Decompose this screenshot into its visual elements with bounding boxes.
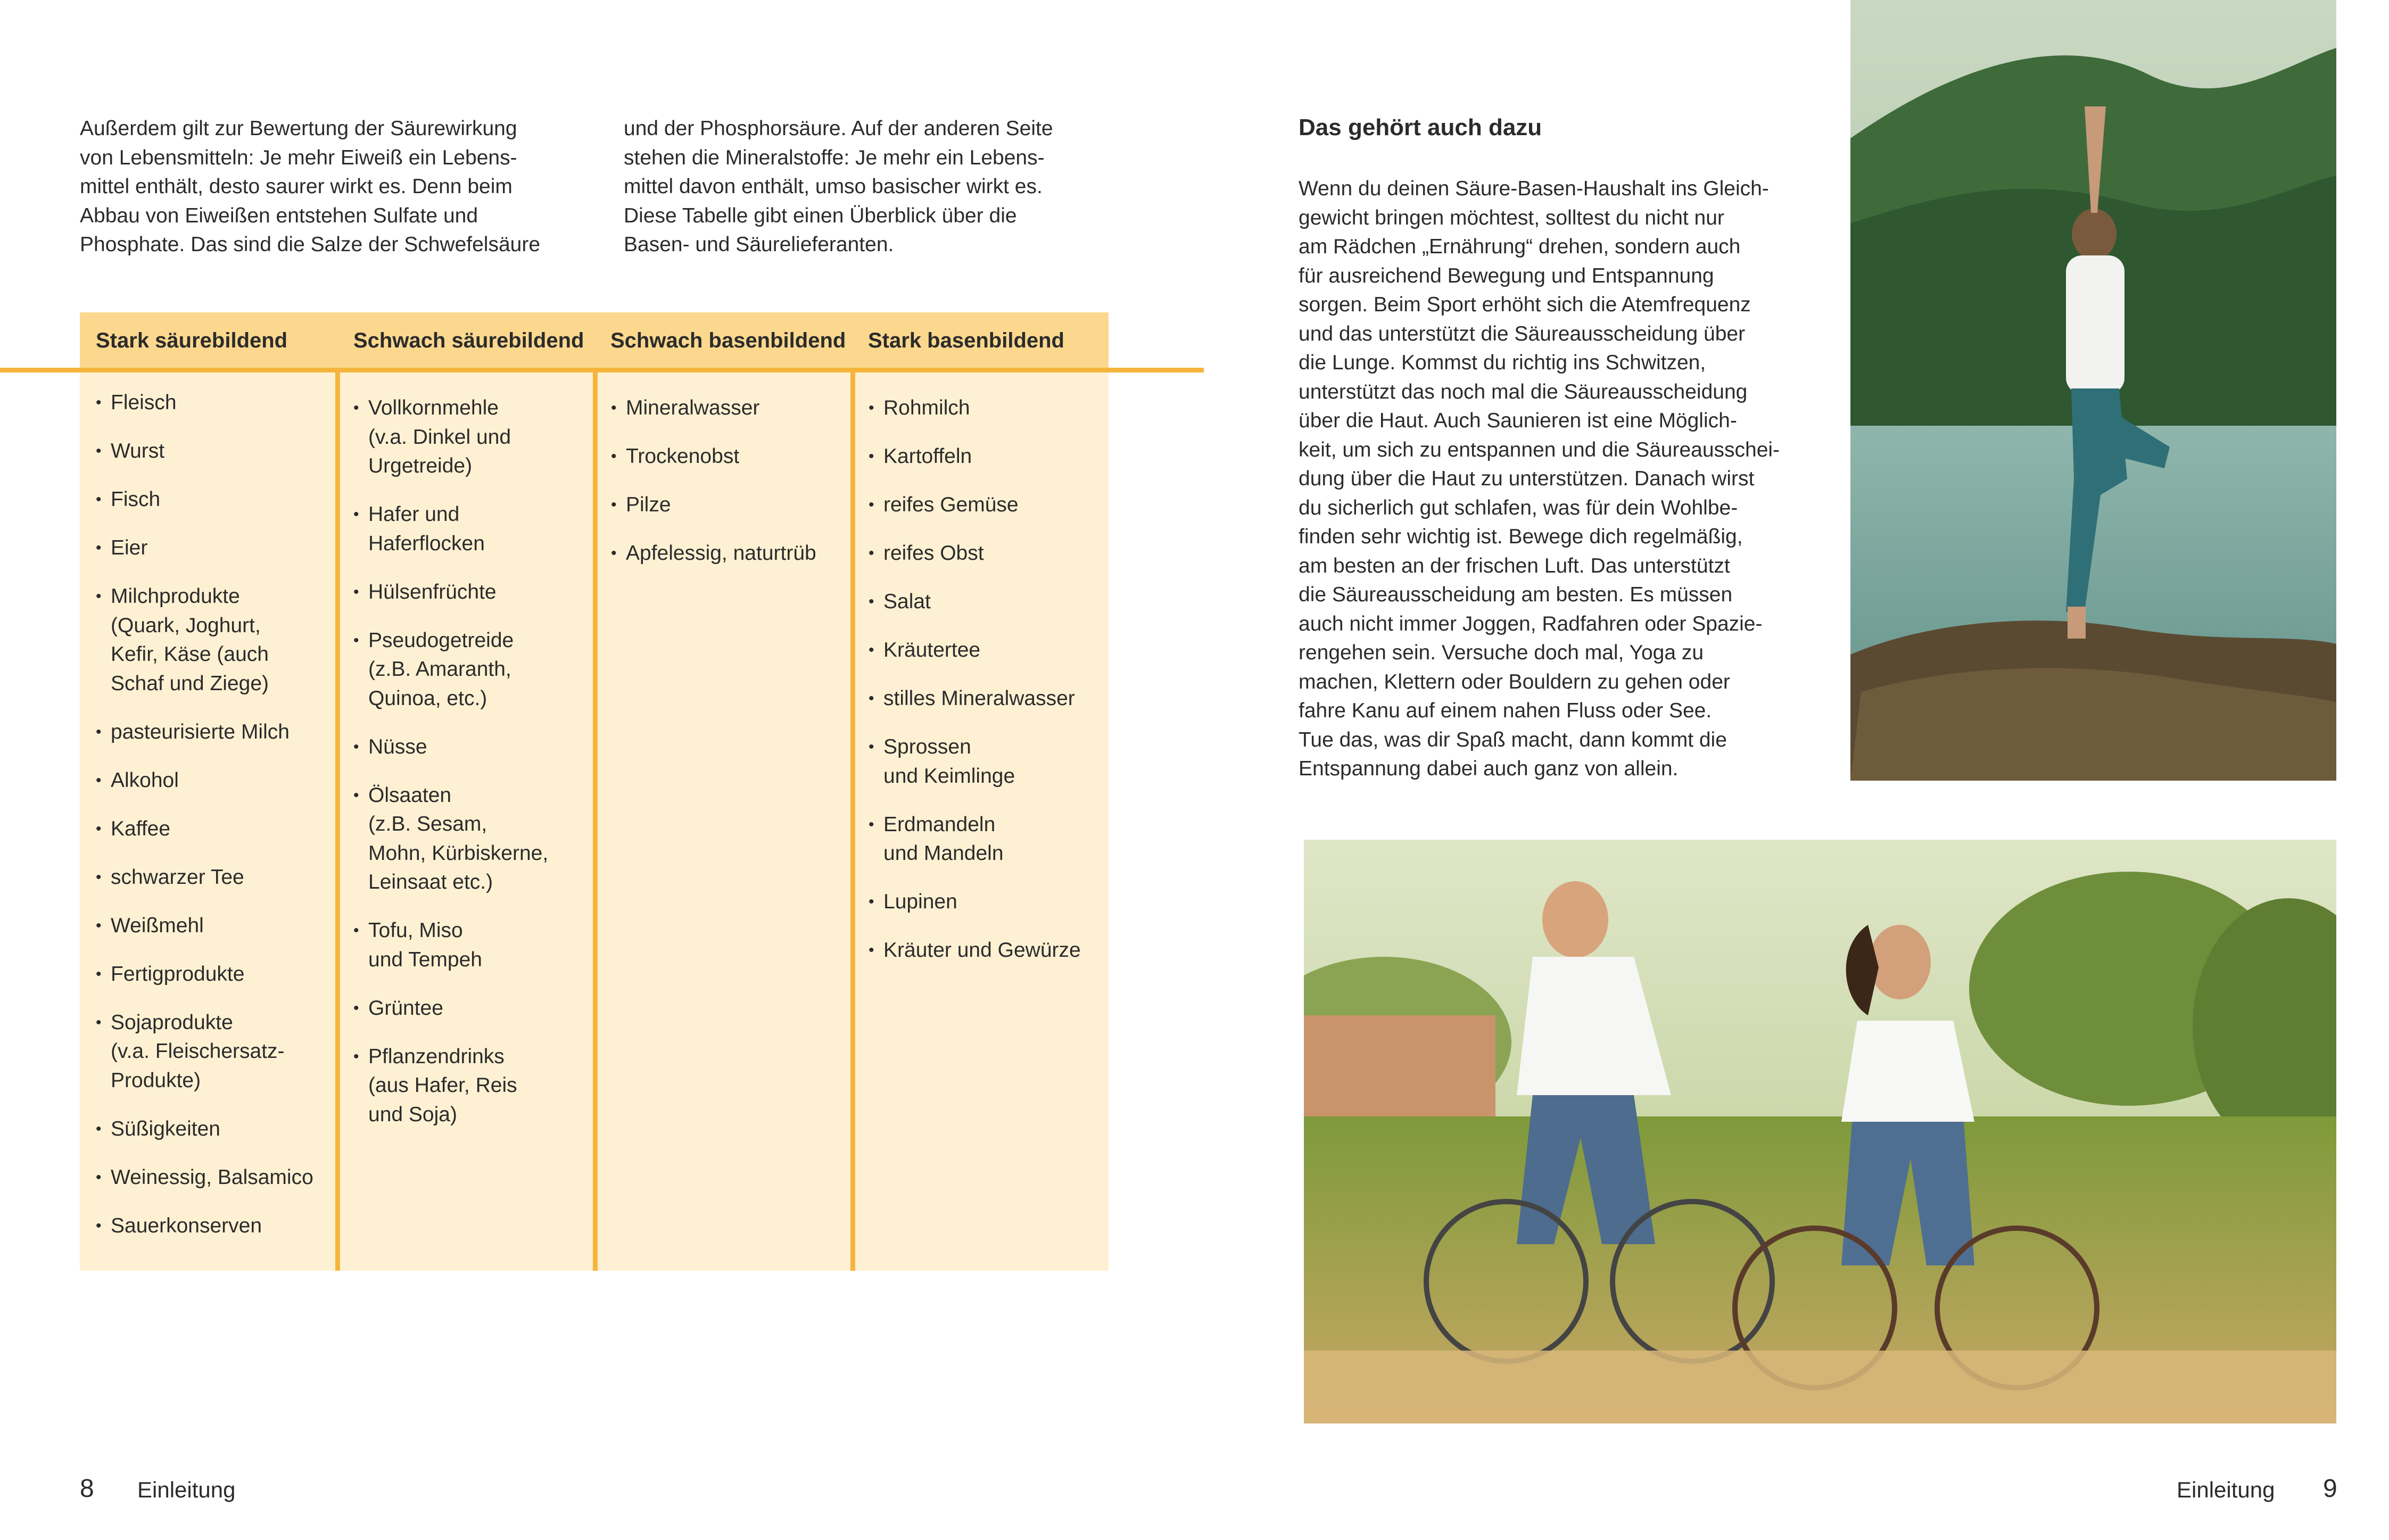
text-line: fahre Kanu auf einem nahen Fluss oder See. <box>1299 699 1712 722</box>
table-header-row <box>80 312 1109 369</box>
list-schwach-basenbildend <box>611 394 845 587</box>
list-item: • Vollkornmehle (v.a. Dinkel und Urgetreide) <box>353 394 588 481</box>
list-item: • Lupinen <box>869 888 1103 917</box>
text-line: mittel enthält, desto saurer wirkt es. Denn beim <box>80 175 512 198</box>
text-line: sorgen. Beim Sport erhöht sich die Atemfrequenz <box>1299 293 1751 316</box>
list-item: • Pseudogetreide (z.B. Amaranth, Quinoa, etc.) <box>353 626 588 714</box>
list-item: • Pflanzendrinks (aus Hafer, Reis und Soja) <box>353 1042 588 1130</box>
header-stark-saeurebildend: Stark säurebildend <box>96 329 288 352</box>
text-line: Wenn du deinen Säure-Basen-Haushalt ins Gleich- <box>1299 177 1769 200</box>
section-title: Das gehört auch dazu <box>1299 114 1542 140</box>
page-number-right: 9 <box>2323 1475 2337 1503</box>
text-line: du sicherlich gut schlafen, was für dein Wohlbe- <box>1299 496 1738 519</box>
yoga-photo <box>1850 0 2336 781</box>
page-number-left: 8 <box>80 1475 94 1503</box>
intro-paragraph-1 <box>80 114 559 260</box>
list-item: • Alkohol <box>96 766 330 796</box>
table-divider <box>850 369 855 1271</box>
list-item: • Rohmilch <box>869 394 1103 423</box>
cycling-photo <box>1304 840 2336 1423</box>
list-item: • Kräuter und Gewürze <box>869 936 1103 965</box>
text-line: die Lunge. Kommst du richtig ins Schwitzen, <box>1299 351 1706 374</box>
text-line: Tue das, was dir Spaß macht, dann kommt die <box>1299 728 1727 751</box>
text-line: keit, um sich zu entspannen und die Säureausschei- <box>1299 438 1780 461</box>
list-schwach-saeurebildend <box>353 394 588 1149</box>
text-line: rengehen sein. Versuche doch mal, Yoga zu <box>1299 641 1704 664</box>
text-line: finden sehr wichtig ist. Bewege dich regelmäßig, <box>1299 525 1743 548</box>
text-line: Phosphate. Das sind die Salze der Schwefelsäure <box>80 233 541 256</box>
section-body <box>1299 175 1809 784</box>
text-line: machen, Klettern oder Bouldern zu gehen oder <box>1299 670 1730 693</box>
text-line: stehen die Mineralstoffe: Je mehr ein Lebens- <box>624 146 1045 169</box>
intro-paragraph-2 <box>624 114 1103 260</box>
list-item: • reifes Gemüse <box>869 491 1103 520</box>
list-item: • Fleisch <box>96 388 330 418</box>
list-item: • Eier <box>96 534 330 563</box>
list-stark-basenbildend <box>869 394 1103 984</box>
list-item: • stilles Mineralwasser <box>869 684 1103 714</box>
list-item: • Kaffee <box>96 815 330 844</box>
list-item: • pasteurisierte Milch <box>96 718 330 747</box>
text-line: Basen- und Säurelieferanten. <box>624 233 894 256</box>
list-item: • Hafer und Haferflocken <box>353 500 588 558</box>
text-line: für ausreichend Bewegung und Entspannung <box>1299 264 1714 287</box>
text-line: am besten an der frischen Luft. Das unterstützt <box>1299 554 1730 577</box>
list-item: • Salat <box>869 587 1103 617</box>
text-line: gewicht bringen möchtest, solltest du nicht nur <box>1299 206 1724 229</box>
list-item: • Hülsenfrüchte <box>353 578 588 607</box>
list-item: • Sprossen und Keimlinge <box>869 733 1103 791</box>
text-line: auch nicht immer Joggen, Radfahren oder Spazie- <box>1299 612 1763 635</box>
text-line: Außerdem gilt zur Bewertung der Säurewirkung <box>80 117 517 140</box>
list-item: • Ölsaaten (z.B. Sesam, Mohn, Kürbiskerne, Leinsaat etc.) <box>353 781 588 897</box>
text-line: am Rädchen „Ernährung“ drehen, sondern auch <box>1299 235 1741 258</box>
header-schwach-basenbildend: Schwach basenbildend <box>610 329 846 352</box>
list-item: • Pilze <box>611 491 845 520</box>
list-item: • Weinessig, Balsamico <box>96 1163 330 1193</box>
intro-column-1 <box>80 114 559 260</box>
text-line: dung über die Haut zu unterstützen. Danach wirst <box>1299 467 1755 490</box>
list-item: • reifes Obst <box>869 539 1103 568</box>
list-item: • Trockenobst <box>611 442 845 471</box>
text-line: mittel davon enthält, umso basischer wirkt es. <box>624 175 1043 198</box>
intro-column-2 <box>624 114 1103 260</box>
text-line: von Lebensmitteln: Je mehr Eiweiß ein Lebens- <box>80 146 517 169</box>
list-item: • Tofu, Miso und Tempeh <box>353 916 588 974</box>
text-line: Diese Tabelle gibt einen Überblick über die <box>624 204 1017 227</box>
list-item: • Mineralwasser <box>611 394 845 423</box>
text-line: und das unterstützt die Säureausscheidung über <box>1299 322 1746 345</box>
table-header-rule <box>0 368 1204 372</box>
list-item: • Sauerkonserven <box>96 1212 330 1241</box>
text-line: die Säureausscheidung am besten. Es müssen <box>1299 583 1733 606</box>
list-item: • Fertigprodukte <box>96 960 330 989</box>
table-divider <box>335 369 340 1271</box>
list-item: • Apfelessig, naturtrüb <box>611 539 845 568</box>
list-stark-saeurebildend <box>96 388 330 1260</box>
list-item: • Nüsse <box>353 733 588 762</box>
list-item: • Sojaprodukte (v.a. Fleischersatz- Produkte) <box>96 1008 330 1096</box>
text-line: über die Haut. Auch Saunieren ist eine Möglich- <box>1299 409 1737 432</box>
text-line: Abbau von Eiweißen entstehen Sulfate und <box>80 204 478 227</box>
list-item: • schwarzer Tee <box>96 863 330 892</box>
list-item: • Fisch <box>96 485 330 515</box>
list-item: • Wurst <box>96 437 330 466</box>
list-item: • Milchprodukte (Quark, Joghurt, Kefir, Käse (auch Schaf und Ziege) <box>96 582 330 698</box>
header-schwach-saeurebildend: Schwach säurebildend <box>353 329 584 352</box>
table-divider <box>593 369 598 1271</box>
list-item: • Weißmehl <box>96 912 330 941</box>
list-item: • Erdmandeln und Mandeln <box>869 810 1103 868</box>
text-line: unterstützt das noch mal die Säureausscheidung <box>1299 380 1748 403</box>
list-item: • Süßigkeiten <box>96 1115 330 1144</box>
list-item: • Kräutertee <box>869 636 1103 665</box>
list-item: • Kartoffeln <box>869 442 1103 471</box>
header-stark-basenbildend: Stark basenbildend <box>868 329 1064 352</box>
running-title-left: Einleitung <box>137 1477 236 1502</box>
text-line: und der Phosphorsäure. Auf der anderen Seite <box>624 117 1053 140</box>
list-item: • Grüntee <box>353 994 588 1023</box>
running-title-right: Einleitung <box>2177 1477 2275 1502</box>
text-line: Entspannung dabei auch ganz von allein. <box>1299 757 1679 780</box>
